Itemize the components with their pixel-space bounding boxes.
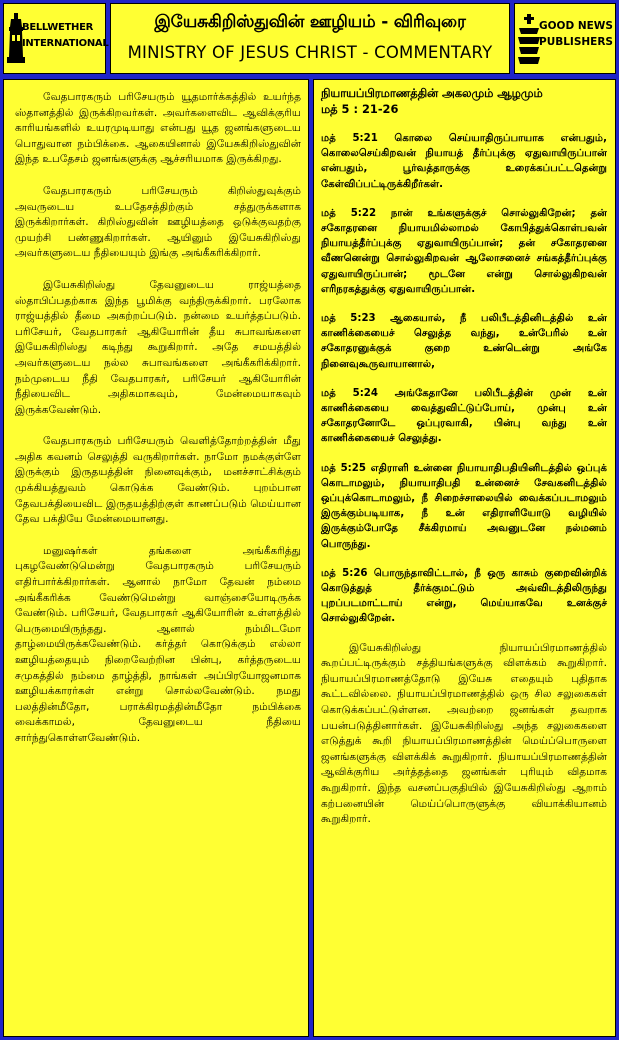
commentary-paragraph: இயேசுகிறிஸ்து நியாயப்பிரமாணத்தில் கூறப்பட்டிருக்கும் சத்தியங்களுக்கு விளக்கம் கூறுகிறார். நியாயப்பிரமாணத்தோடு இயேசு எதையும் புதிதாக கூட்டவில்லை. நியாயப்பிரமாணத்தில் ஒரு சில சலுகைகள் கொடுக்கப்பட்டுள்ளன. அவற்றை ஜனங்கள் தவறாக பயன்படுத்தினார்கள். இயேசுகிறிஸ்து அந்த சலுகைகளை எடுத்துக் கூறி நியாயப்பிரமாணத்தின் மெய்ப்பொருளை ஜனங்களுக்கு விளக்கிக் கூறுகிறார். நியாயப்பிரமாணத்தின் ஆவிக்குரிய அர்த்தத்தை ஜனங்கள் புரியும் விதமாக கூறுகிறார். இந்த வசனப்பகுதியில் இயேசுகிறிஸ்து ஆறாம் கற்பனையின் மெய்ப்பொருளுக்கு வியாக்கியானம் கூறுகிறார்.	[321, 641, 607, 826]
verse-5-21: மத் 5:21 கொலை செய்யாதிருப்பாயாக என்பதும், கொலைசெய்கிறவன் நியாயத் தீர்ப்புக்கு ஏதுவாயிருப்பான் என்பதும், பூர்வத்தாருக்கு உரைக்கப்பட்டதென்று கேள்விப்பட்டிருக்கிறீர்கள்.	[321, 133, 607, 190]
left-paragraph-5: மனுஷர்கள் தங்களை அங்கீகரித்து புகழவேண்டுமென்று வேதபாரகரும் பரிசேயரும் எதிர்பார்க்கிறார்கள். ஆனால் நாமோ தேவன் நம்மை அங்கீகரிக்க வேண்டுமென்று வாஞ்சையோடிருக்க வேண்டும். பரிசேயர், வேதபாரகர் ஆகியோரின் உள்ளத்தில் பெருமையிருந்தது. ஆனால் நம்மிடமோ தாழ்மையிருக்கவேண்டும். கர்த்தர் கொடுக்கும் எல்லா ஊழியத்தையும் நிறைவேற்றின பின்பு, கர்த்தருடைய சமுகத்தில் நம்மை தாழ்த்தி, நாங்கள் அப்பிரயோஜனமாக ஊழியக்காரர்கள் என்று சொல்லவேண்டும். நமது பலத்தின்மீதோ, பராக்கிரமத்தின்மீதோ நம்பிக்கை வைக்காமல், தேவனுடைய நீதியை சார்ந்துகொள்ளவேண்டும்.	[15, 544, 301, 744]
left-paragraph-3: இயேசுகிறிஸ்து தேவனுடைய ராஜ்யத்தை ஸ்தாபிப்பதற்காக இந்த பூமிக்கு வந்திருக்கிறார். பரலோக ராஜ்யத்தில் தீமை அகற்றப்படும். நன்மை உயர்த்தப்படும். பரிசேயர், வேதபாரகர் ஆகியோரின் தீய சுபாவங்களை இயேசுகிறிஸ்து கடிந்து கூறுகிறார். அதே சமயத்தில் அவர்களுடைய நல்ல சுபாவங்களை அங்கீகரிக்கிறார். நம்முடைய நீதி வேதபாரகர், பரிசேயர் ஆகியோரின் நீதியைவிட அதிகமாகவும், மேன்மையாகவும் இருக்கவேண்டும்.	[15, 278, 301, 416]
bellwether-logo	[3, 3, 109, 74]
left-logo-text: BELLWETHER INTERNATIONAL	[22, 22, 109, 49]
left-paragraph-1: வேதபாரகரும் பரிசேயரும் யூதமார்க்கத்தில் உயர்ந்த ஸ்தானத்தில் இருக்கிறவர்கள். அவர்களைவிட ஆவிக்குரிய காரியங்களில் உயரமுடியாது என்பது யூத ஜனங்களுடைய பொதுவான நம்பிக்கை. ஆகையினால் இயேசுகிறிஸ்துவின் இந்த உபதேசம் ஜனங்களுக்கு ஆச்சரியமாக இருக்கிறது.	[15, 91, 301, 166]
left-column	[3, 79, 309, 1037]
book-stack-icon	[518, 14, 540, 66]
left-paragraph-2: வேதபாரகரும் பரிசேயரும் கிறிஸ்துவுக்கும் அவருடைய உபதேசத்திற்கும் சத்துருக்களாக இருக்கிறார்கள். கிறிஸ்துவின் ஊழியத்தை ஒடுக்குவதற்கு முயற்சி பண்ணுகிறார்கள். ஆயினும் இயேசுகிறிஸ்து அவர்களுடைய நீதியையும் இங்கு அங்கீகரிக்கிறார்.	[15, 184, 301, 260]
title-banner	[110, 3, 510, 74]
verse-5-25: மத் 5:25 எதிராளி உன்னை நியாயாதிபதியினிடத்தில் ஒப்புக் கொடாமலும், நியாயாதிபதி உன்னைச் சேவகனிடத்தில் ஒப்புக்கொடாமலும், நீ சிறைச்சாலையில் வைக்கப்படாமலும் இருக்கும்படியாக, நீ உன் எதிராளியோடு வழியில் இருக்கும்போதே சீக்கிரமாய் அவனுடனே நல்மனம் பொருந்து.	[321, 462, 607, 550]
verse-5-23: மத் 5:23 ஆகையால், நீ பலிபீடத்தினிடத்தில் உன் காணிக்கையைச் செலுத்த வந்து, உன்பேரில் உன் சகோதரனுக்குக் குறை உண்டென்று அங்கே நினைவுகூருவாயானால்,	[321, 313, 607, 370]
right-column	[313, 79, 616, 1037]
page-title-tamil: இயேசுகிறிஸ்துவின் ஊழியம் - விரிவுரை	[154, 12, 466, 32]
good-news-logo	[514, 3, 616, 74]
scripture-reference: மத் 5 : 21-26	[321, 102, 399, 116]
header	[3, 3, 616, 74]
left-paragraph-4: வேதபாரகரும் பரிசேயரும் வெளித்தோற்றத்தின் மீது அதிக கவனம் செலுத்தி வருகிறார்கள். நாமோ நமக்குள்ளே இருக்கும் இருதயத்தின் நினைவுக்கும், மனச்சாட்சிக்கும் முக்கியத்துவம் கொடுக்க வேண்டும். புறம்பான தேவபக்தியைவிட இருதயத்திற்குள் காணப்படும் மெய்யான தேவ பக்தியே மேன்மையானது.	[15, 435, 301, 526]
section-heading: நியாயப்பிரமாணத்தின் அகலமும் ஆழமும்	[321, 86, 543, 100]
verse-5-26: மத் 5:26 பொருந்தாவிட்டால், நீ ஒரு காசும் குறைவின்றிக் கொடுத்துத் தீர்க்குமட்டும் அவ்விடத்திலிருந்து புறப்படமாட்டாய் என்று, மெய்யாகவே உனக்குச் சொல்லுகிறேன்.	[321, 567, 607, 625]
right-logo-text: GOOD NEWS PUBLISHERS	[539, 20, 613, 48]
page-title-english: MINISTRY OF JESUS CHRIST - COMMENTARY	[127, 43, 493, 62]
verse-5-22: மத் 5:22 நான் உங்களுக்குச் சொல்லுகிறேன்; தன் சகோதரனை நியாயமில்லாமல் கோபித்துக்கொள்பவன் நியாயத்தீர்ப்புக்கு ஏதுவாயிருப்பான்; தன் சகோதரனை வீணனென்று சொல்லுகிறவன் ஆலோசனைச் சங்கத்தீர்ப்புக்கு ஏதுவாயிருப்பான்; மூடனே என்று சொல்லுகிறவன் எரிநரகத்துக்கு ஏதுவாயிருப்பான்.	[321, 207, 607, 295]
verse-5-24: மத் 5:24 அங்கேதானே பலிபீடத்தின் முன் உன் காணிக்கையை வைத்துவிட்டுப்போய், முன்பு உன் சகோதரனோடே ஒப்புரவாகி, பின்பு வந்து உன் காணிக்கையைச் செலுத்து.	[321, 387, 607, 445]
